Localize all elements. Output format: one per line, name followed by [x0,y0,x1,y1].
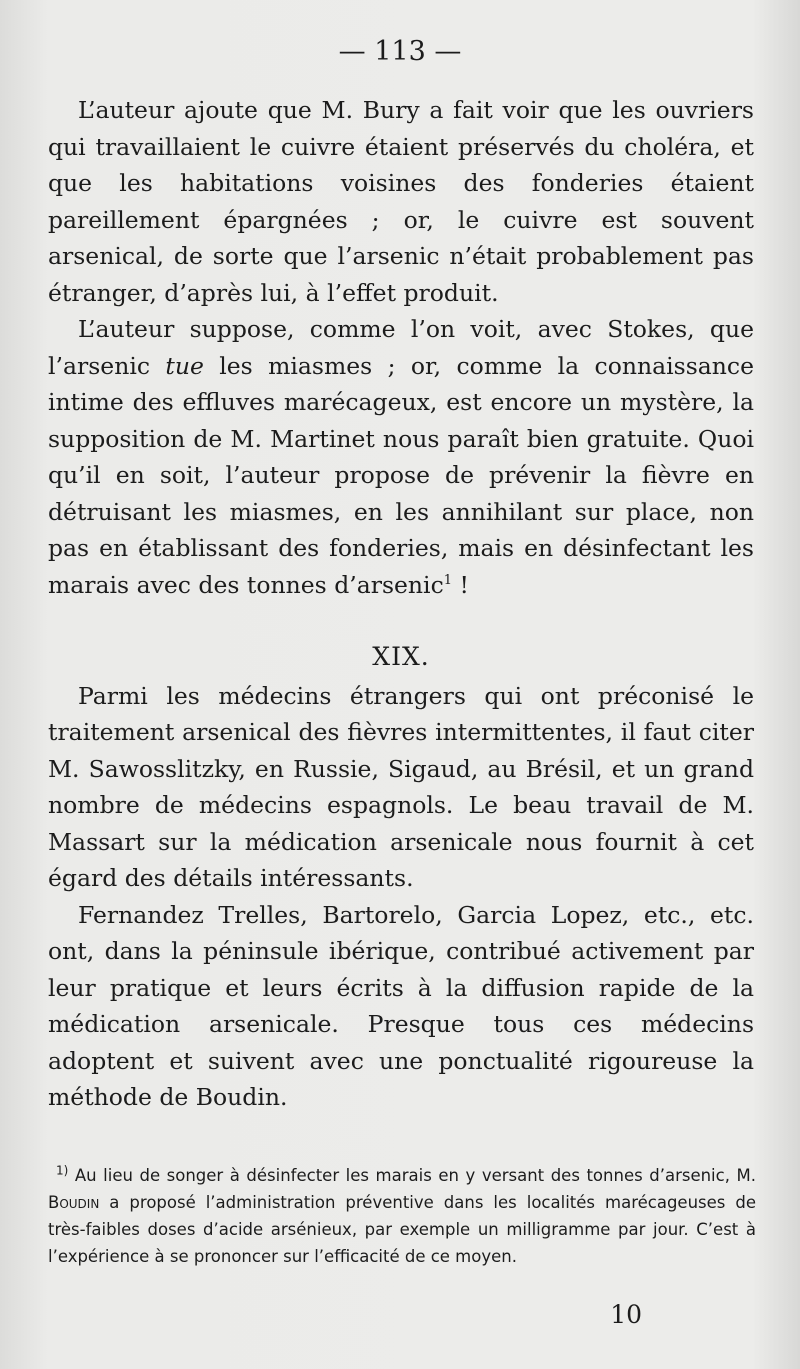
main-text [48,92,754,1116]
section-heading: XIX. [372,642,430,671]
footnote-text: a proposé l’administration préventive dans les localités marécageuses de très-faibles doses d’acide arsénieux, par exemple un milligramme par jour. C’est à l’expérience à se prononcer sur l’efficacité de ce moyen. [48,1193,756,1266]
page-number: — 113 — [338,36,462,67]
paragraph: Fernandez Trelles, Bartorelo, Garcia Lopez, etc., etc. ont, dans la péninsule ibérique, contribué activement par leur pratique et leurs écrits à la diffusion rapide de la médication arsenicale. Presque tous ces médecins adoptent et suivent avec une ponctualité rigoureuse la méthode de Boudin. [48,900,754,1111]
footnote-area [48,1162,756,1270]
paragraph: L’auteur ajoute que M. Bury a fait voir que les ouvriers qui travaillaient le cuivre étaient préservés du choléra, et que les habitations voisines des fonderies étaient pareillement épargnées ; or, le cuivre est souvent arsenical, de sorte que l’arsenic n’était probablement pas étranger, d’après lui, à l’effet produit. [48,96,754,307]
italic-word: tue [165,351,204,380]
signature-mark: 10 [610,1300,642,1329]
paragraph [48,311,754,603]
text-run: L’auteur suppose, comme l’on voit, avec Stokes, que l’arsenic [48,315,754,380]
footnote-text: Au lieu de songer à désinfecter les marais en y versant des tonnes d’arsenic, M. [74,1166,756,1185]
footnote-reference[interactable]: 1 [443,572,453,588]
text-run: ! [452,570,469,599]
text-run: les miasmes ; or, comme la connaissance intime des effluves marécageux, est encore un mystère, la supposition de M. Martinet nous paraît bien gratuite. Quoi qu’il en soit, l’auteur propose de prévenir la fièvre en détruisant les miasmes, en les annihilant sur place, non pas en établissant des fonderies, mais en désinfectant les marais avec des tonnes d’arsenic [48,351,754,599]
footnote-marker: 1) [56,1163,69,1178]
author-name: Boudin [48,1193,100,1212]
paragraph: Parmi les médecins étrangers qui ont préconisé le traitement arsenical des fièvres intermittentes, il faut citer M. Sawosslitzky, en Russie, Sigaud, au Brésil, et un grand nombre de médecins espagnols. Le beau travail de M. Massart sur la médication arsenicale nous fournit à cet égard des détails intéressants. [48,681,754,892]
footnote [48,1162,756,1270]
